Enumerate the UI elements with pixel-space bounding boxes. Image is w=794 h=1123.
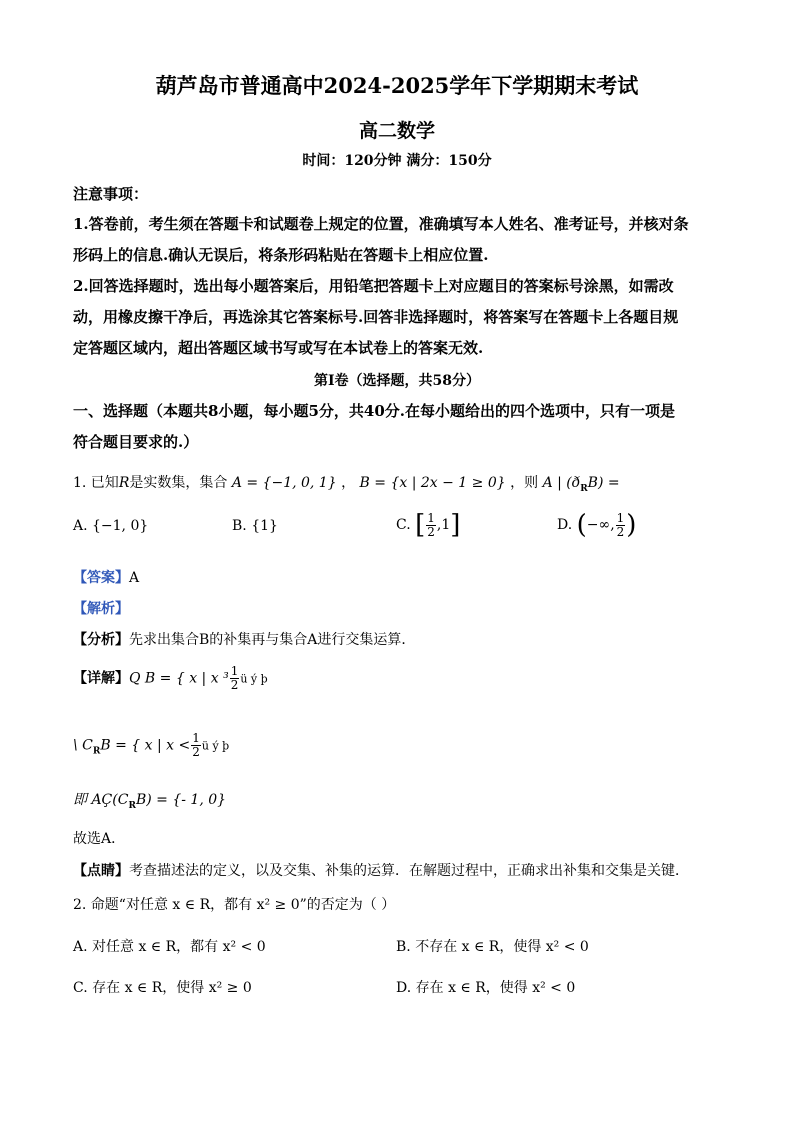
- fenxi-tag: 【分析】: [73, 632, 129, 648]
- detail-line1-expr: Q B = { x | x ³: [129, 670, 229, 687]
- q1-stem-b: 是实数集，集合: [129, 475, 228, 491]
- q1-option-b-value: {1}: [251, 518, 278, 534]
- q1-question-end: B) =: [587, 475, 620, 491]
- notice-item2-line1: 2.回答选择题时，选出每小题答案后，用铅笔把答题卡上对应题目的答案标号涂黑，如需改: [73, 277, 674, 295]
- answer-value: A: [129, 570, 140, 586]
- section-instruction-line1: 一、选择题（本题共8小题，每小题5分，共40分.在每小题给出的四个选项中，只有一项是: [73, 402, 675, 420]
- q1-set-r: R: [118, 475, 130, 491]
- q1-fenxi: [73, 629, 415, 649]
- notice-item2-line3: 定答题区域内，超出答题区域书写或写在本试卷上的答案无效.: [73, 339, 484, 357]
- detail-line3-sub: R: [128, 800, 136, 811]
- detail-line2-den: 2: [192, 745, 200, 759]
- comment-tag: 【点睛】: [73, 863, 129, 879]
- q1-stem-c: ，则: [510, 475, 539, 491]
- q1-option-b: [232, 518, 278, 534]
- q1-option-c-num: 1: [427, 510, 435, 525]
- detail-line1-close: ü ý þ: [240, 672, 268, 686]
- detail-line2-expr-b: B = { x | x <: [100, 737, 191, 754]
- q1-detail-line1: [73, 665, 268, 692]
- notice-item1-line1: 1.答卷前，考生须在答题卡和试题卷上规定的位置，准确填写本人姓名、准考证号，并核对条: [73, 215, 689, 233]
- q1-detail-line3: [73, 789, 226, 811]
- q2-option-c: C. 存在 x ∈ R，使得 x² ≥ 0: [73, 980, 252, 996]
- q1-option-a: [73, 518, 148, 534]
- q1-option-c-label: C.: [396, 517, 411, 533]
- exam-time-info: 时间：120分钟 满分：150分: [302, 153, 492, 169]
- section-instruction-line2: 符合题目要求的.）: [73, 433, 199, 451]
- q1-option-d-frac: [616, 512, 626, 539]
- q1-option-a-label: A.: [73, 518, 88, 534]
- volume-title: 第Ⅰ卷（选择题，共58分）: [313, 373, 481, 389]
- q1-option-c-frac: [426, 512, 436, 539]
- q2-stem: 2. 命题“对任意 x ∈ R，都有 x² ≥ 0”的否定为（ ）: [73, 897, 396, 913]
- q1-set-b: B = {x | 2x − 1 ≥ 0}: [359, 475, 506, 491]
- q1-option-c-close: ]: [450, 510, 461, 540]
- q1-option-d-inf: −∞,: [586, 517, 615, 533]
- q1-option-a-value: {−1, 0}: [92, 518, 149, 534]
- detail-line1-frac: [230, 665, 240, 692]
- analysis-tag: 【解析】: [73, 601, 129, 617]
- detail-line3-expr: 即 AÇ(C: [73, 792, 129, 808]
- q1-option-c-open: [: [415, 510, 426, 540]
- q1-option-c-rest: ,1: [436, 517, 451, 533]
- fenxi-text: 先求出集合B的补集再与集合A进行交集运算．: [129, 632, 416, 648]
- notice-heading: 注意事项：: [73, 185, 149, 203]
- notice-item1-line2: 形码上的信息.确认无误后，将条形码粘贴在答题卡上相应位置.: [73, 246, 489, 264]
- exam-subject: 高二数学: [358, 120, 435, 142]
- q1-option-d-label: D.: [557, 517, 573, 533]
- q1-option-c-den: 2: [427, 524, 435, 539]
- q1-option-d-close: ): [626, 510, 637, 540]
- q1-option-b-label: B.: [232, 518, 247, 534]
- q2-option-a: A. 对任意 x ∈ R，都有 x² < 0: [73, 939, 266, 955]
- q1-answer: [73, 567, 139, 587]
- q1-option-c: [396, 510, 460, 540]
- q2-option-d: D. 存在 x ∈ R，使得 x² < 0: [396, 980, 576, 996]
- q1-set-a: A = {−1, 0, 1}: [231, 475, 337, 491]
- q1-option-d-open: (: [576, 510, 587, 540]
- q1-stem: [73, 472, 620, 494]
- q1-stem-a: 1. 已知: [73, 475, 119, 491]
- detail-line1-num: 1: [230, 664, 239, 678]
- q1-comment: [73, 860, 689, 880]
- detail-line2-num: 1: [192, 731, 200, 745]
- q1-complement-sub: R: [580, 483, 588, 494]
- notice-item2-line2: 动，用橡皮擦干净后，再选涂其它答案标号.回答非选择题时，将答案写在答题卡上各题目规: [73, 308, 679, 326]
- detail-line2-close: ü ý þ: [201, 739, 230, 753]
- comment-text: 考查描述法的定义，以及交集、补集的运算．在解题过程中，正确求出补集和交集是关键．: [129, 863, 689, 879]
- q1-analysis: [73, 598, 129, 618]
- q1-option-d-num: 1: [616, 510, 625, 525]
- q1-option-d: [557, 510, 636, 540]
- detail-tag: 【详解】: [73, 670, 129, 687]
- q2-option-b: B. 不存在 x ∈ R，使得 x² < 0: [396, 939, 589, 955]
- detail-line2-expr: \ C: [73, 737, 93, 754]
- detail-line2-sub: R: [92, 746, 101, 757]
- detail-line1-den: 2: [230, 678, 239, 692]
- detail-line3-expr-b: B) = {- 1, 0}: [135, 792, 227, 808]
- q1-option-d-den: 2: [616, 524, 625, 539]
- q1-comma: ，: [341, 475, 356, 491]
- q1-detail-line2: [73, 732, 229, 759]
- q1-conclusion: 故选A．: [73, 831, 126, 847]
- exam-title: 葫芦岛市普通高中2024-2025学年下学期期末考试: [155, 73, 639, 98]
- answer-tag: 【答案】: [73, 570, 129, 586]
- q1-question: A | (ð: [542, 475, 581, 491]
- detail-line2-frac: [191, 732, 201, 759]
